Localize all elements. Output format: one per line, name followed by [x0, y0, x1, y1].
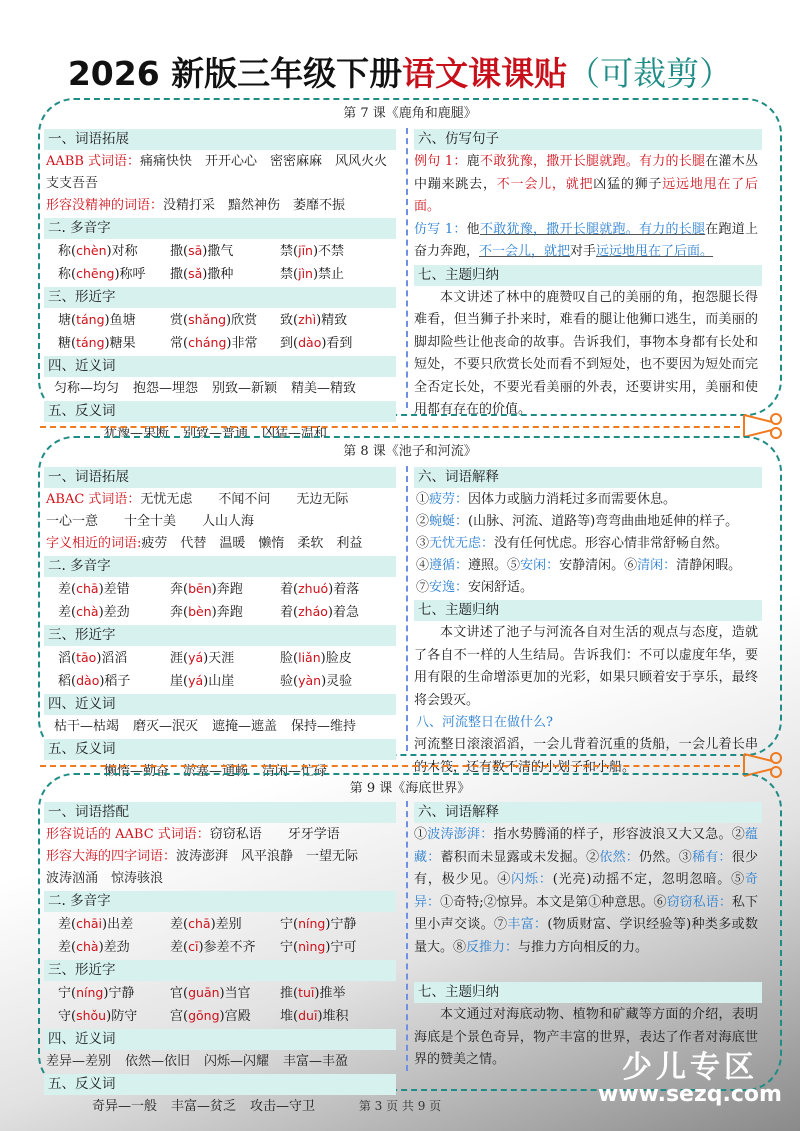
- page-number: 第 3 页 共 9 页: [358, 1099, 442, 1113]
- section-head: 七、主题归纳: [414, 265, 762, 286]
- lesson-title: 第 7 课《鹿角和鹿腿》: [343, 106, 477, 121]
- section-head: 七、主题归纳: [414, 982, 762, 1003]
- synonym-list: 差异—差别 依然—依旧 闪烁—闪耀 丰富—丰盈: [46, 1054, 349, 1069]
- section-head: 五、反义词: [44, 739, 396, 760]
- section-head: 三、形近字: [44, 287, 396, 308]
- section-head: 七、主题归纳: [414, 600, 762, 621]
- section-head: 二. 多音字: [44, 218, 396, 239]
- page-title: 2026 新版三年级下册语文课课贴（可裁剪）: [67, 54, 733, 93]
- similar-char-grid: 塘(táng)鱼塘 赏(shǎng)欣赏 致(zhì)精致 糖(táng)糖果 常(cháng)非常 到(dào)看到: [58, 312, 353, 351]
- definition-item: ②蜿蜒：(山脉、河流、道路等)弯弯曲曲地延伸的样子。: [416, 514, 739, 529]
- theme-summary: 本文讲述了池子与河流各自对生活的观点与态度，造就了各自不一样的人生结局。告诉我们：不可以虚度年华，要用有限的生命增添更加的光彩，如果只顾着安于享乐，最终将会毁灭。: [414, 625, 758, 708]
- section-head: 六、词语解释: [414, 467, 762, 488]
- section-head: 一、词语搭配: [44, 802, 396, 823]
- definition-list: ①波涛澎湃：指水势腾涌的样子，形容波浪又大又急。②蕴藏：蓄积而未显露或未发掘。②依然：仍然。③稀有：很少有，极少见。④闪烁：(光亮)动摇不定，忽明忽暗。⑤奇异：①奇特;②惊异。本文是第①种意思。⑥窃窃私语：私下里小声交谈。⑦丰富：(物质财富、学识经验等)种类多或数量大。⑧反推力：与推力方向相反的力。: [414, 827, 758, 955]
- section-head: 四、近义词: [44, 1029, 396, 1050]
- question-head: 八、河流整日在做什么?: [416, 715, 553, 730]
- lesson-card-8: [38, 436, 782, 779]
- lesson-title: 第 8 课《池子和河流》: [343, 444, 477, 459]
- section-head: 四、近义词: [44, 694, 396, 715]
- imitation-sentence: 仿写 1：他不敢犹豫，撒开长腿就跑。有力的长腿在跑道上奋力奔跑，不一会儿，就把对手远远地甩在了后面。: [414, 221, 758, 259]
- section-head: 二. 多音字: [44, 891, 396, 912]
- antonym-list: 犹豫—果断 别致—普通 凶猛—温和: [104, 426, 328, 441]
- antonym-list: 奇异—一般 丰富—贫乏 攻击—守卫: [92, 1099, 316, 1114]
- polyphone-grid: 差(chāi)出差 差(chā)差别 宁(níng)宁静 差(chà)差劲 差(cī)参差不齐 宁(nìng)宁可: [58, 916, 357, 955]
- right-column: [406, 128, 762, 417]
- section-head: 六、词语解释: [414, 802, 762, 823]
- definition-item: ①疲劳：因体力或脑力消耗过多而需要休息。: [416, 492, 677, 507]
- cut-line: [40, 765, 740, 767]
- section-head: 四、近义词: [44, 356, 396, 377]
- section-head: 三、形近字: [44, 625, 396, 646]
- lesson-card-7: [38, 98, 782, 441]
- definition-item: ③无忧无虑：没有任何忧虑。形容心情非常舒畅自然。: [416, 536, 729, 551]
- section-head: 二. 多音字: [44, 556, 396, 577]
- right-column: [406, 466, 762, 775]
- theme-summary: 本文讲述了林中的鹿赞叹自己的美丽的角，抱怨腿长得难看，但当狮子扑来时，难看的腿让他狮口逃生，而美丽的脚却险些让他丧命的故事。告诉我们，事物本身都有长处和短处，不要只欣赏长处而看不到短处，也不要因为短处而完全否定长处，不要光看美丽的外表，还要讲实用，美丽和使用都有存在的价值。: [414, 289, 758, 417]
- theme-summary: 本文通过对海底动物、植物和矿藏等方面的介绍，表明海底是个景色奇异，物产丰富的世界，表达了作者对海底世界的赞美之情。: [414, 1007, 758, 1067]
- section-head: 三、形近字: [44, 960, 396, 981]
- section-head: 五、反义词: [44, 401, 396, 422]
- lesson-title: 第 9 课《海底世界》: [349, 781, 471, 796]
- watermark: 少儿专区 www.sezq.com: [598, 1050, 782, 1107]
- synonym-list: 匀称—均匀 抱怨—埋怨 别致—新颖 精美—精致: [54, 381, 357, 396]
- section-head: 五、反义词: [44, 1074, 396, 1095]
- section-head: 六、仿写句子: [414, 129, 762, 150]
- polyphone-grid: 称(chèn)对称 撒(sā)撒气 禁(jīn)不禁 称(chēng)称呼 撒(sǎ)撒种 禁(jìn)禁止: [58, 243, 345, 282]
- similar-char-grid: 宁(níng)宁静 官(guān)当官 推(tuī)推举 守(shǒu)防守 宫(gōng)宫殿 堆(duī)堆积: [58, 985, 349, 1024]
- left-column: 一、词语搭配 形容说话的 AABC 式词语：窃窃私语 牙牙学语 形容大海的四字词语：波涛澎湃 风平浪静 一望无际 波涛汹涌 惊涛骇浪 二. 多音字 差(chāi)出差 差(chā)差别 宁(níng)宁静 差(chà)差劲 差(cī)参差不齐 宁(nìng)宁可 三、形近字 宁(níng)宁静 官(guān)当官 推(tuī)推举 守(shǒu)防守 宫(gōng)宫殿 堆(duī)堆积 四、近义词 差异—差别 依然—依旧 闪烁—闪耀 丰富—丰盈 五、反义词 奇异—一般 丰富—贫乏 攻击—守卫: [44, 801, 396, 1118]
- right-column: [406, 801, 762, 1071]
- left-column: 一、词语拓展 AABB 式词语：痛痛快快 开开心心 密密麻麻 风风火火 支支吾吾 形容没精神的词语：没精打采 黯然神伤 萎靡不振 二. 多音字 称(chèn)对称 撒(sā)撒气 禁(jīn)不禁 称(chēng)称呼 撒(sǎ)撒种 禁(jìn)禁止 三、形近字 塘(táng)鱼塘 赏(shǎng)欣赏 致(zhì)精致 糖(táng)糖果 常(cháng)非常 到(dào)看到 四、近义词 匀称—均匀 抱怨—埋怨 别致—新颖 精美—精致 五、反义词 犹豫—果断 别致—普通 凶猛—温和: [44, 128, 396, 445]
- antonym-list: 懒惰—勤奋 淤塞—通畅 清闲—忙碌: [104, 764, 328, 779]
- definition-item: ④遵循：遵照。⑤安闲：安静清闲。⑥清闲：清静闲暇。: [416, 558, 742, 573]
- similar-char-grid: 滔(tāo)滔滔 涯(yá)天涯 脸(liǎn)脸皮 稻(dào)稻子 崖(yá)山崖 验(yàn)灵验: [58, 650, 353, 689]
- cut-line: [40, 426, 740, 428]
- question-answer: 河流整日滚滚滔滔，一会儿背着沉重的货船，一会儿着长串的木筏，还有数不清的小划子和小船。: [414, 737, 758, 775]
- section-head: 一、词语拓展: [44, 129, 396, 150]
- polyphone-grid: 差(chā)差错 奔(bēn)奔跑 着(zhuó)着落 差(chà)差劲 奔(bèn)奔跑 着(zháo)着急: [58, 581, 360, 620]
- section-head: 一、词语拓展: [44, 467, 396, 488]
- synonym-list: 枯干—枯竭 磨灭—泯灭 遮掩—遮盖 保持—维持: [54, 719, 357, 734]
- example-sentence: 例句 1：鹿不敢犹豫，撒开长腿就跑。有力的长腿在灌木丛中蹦来跳去，不一会儿，就把凶猛的狮子远远地甩在了后面。: [414, 154, 758, 214]
- left-column: 一、词语拓展 ABAC 式词语：无忧无虑 不闻不问 无边无际 一心一意 十全十美 人山人海 字义相近的词语:疲劳 代替 温暖 懒惰 柔软 利益 二. 多音字 差(chā)差错 奔(bēn)奔跑 着(zhuó)着落 差(chà)差劲 奔(bèn)奔跑 着(zháo)着急 三、形近字 滔(tāo)滔滔 涯(yá)天涯 脸(liǎn)脸皮 稻(dào)稻子 崖(yá)山崖 验(yàn)灵验 四、近义词 枯干—枯竭 磨灭—泯灭 遮掩—遮盖 保持—维持 五、反义词 懒惰—勤奋 淤塞—通畅 清闲—忙碌: [44, 466, 396, 783]
- definition-item: ⑦安逸：安闲舒适。: [416, 580, 534, 595]
